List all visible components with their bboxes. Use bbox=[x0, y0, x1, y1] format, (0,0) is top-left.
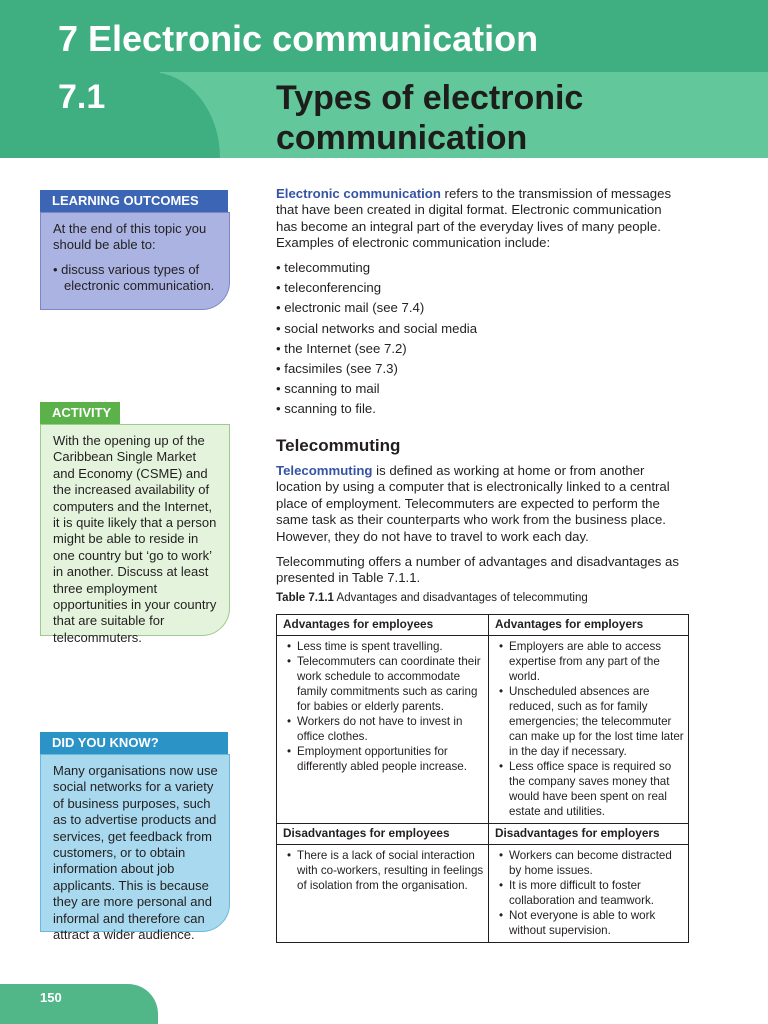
table-cell bbox=[489, 845, 689, 943]
list-item: • social networks and social media bbox=[276, 320, 478, 336]
page-number: 150 bbox=[40, 990, 62, 1005]
telecommuting-definition-text: is defined as working at home or from another location by using a computer that is electronically linked to a central place of employment. Telecommuters are expected to perform the same task as their counterparts who work from the business place. However, they do not have to travel to work each day. bbox=[276, 463, 670, 544]
list-item: • electronic mail (see 7.4) bbox=[276, 300, 425, 316]
table-header: Disadvantages for employers bbox=[489, 824, 689, 845]
intro-paragraph bbox=[276, 186, 686, 252]
list-item: • telecommuting bbox=[276, 260, 371, 275]
table-cell bbox=[277, 845, 489, 943]
intro-keyword: Electronic communication bbox=[276, 186, 441, 201]
examples-list bbox=[276, 258, 686, 420]
table-caption-text: Advantages and disadvantages of telecommuting bbox=[333, 592, 588, 604]
footer-tab bbox=[0, 984, 158, 1024]
list-item: • scanning to mail bbox=[276, 381, 380, 397]
learning-outcomes-intro: At the end of this topic you should be able to: bbox=[53, 221, 207, 253]
telecommuting-table bbox=[276, 614, 689, 943]
list-item: • Telecommuters can coordinate their work schedule to accommodate family commitments such as caring for babies or elderly parents. bbox=[287, 654, 484, 714]
learning-outcomes-label: LEARNING OUTCOMES bbox=[40, 190, 228, 212]
learning-outcomes-box bbox=[40, 212, 230, 310]
list-item: • It is more difficult to foster collaboration and teamwork. bbox=[499, 878, 684, 908]
list-item: • teleconferencing bbox=[276, 280, 382, 296]
table-header: Disadvantages for employees bbox=[277, 824, 489, 845]
list-item: • Less office space is required so the company saves money that would have been spent on real estate and utilities. bbox=[499, 759, 684, 819]
activity-label: ACTIVITY bbox=[40, 402, 120, 424]
table-cell bbox=[489, 636, 689, 824]
list-item: • facsimiles (see 7.3) bbox=[276, 360, 398, 376]
list-item: • Workers can become distracted by home issues. bbox=[499, 848, 684, 878]
section-title: Types of electronic communication bbox=[276, 79, 584, 157]
did-you-know-box bbox=[40, 754, 230, 943]
did-you-know-text: Many organisations now use social networks for a variety of business purposes, such as to advertise products and services, get feedback from customers, or to obtain information about job applicants. This is because they are more personal and informal and therefore can attract a wider audience. bbox=[53, 763, 218, 943]
table-header: Advantages for employees bbox=[277, 615, 489, 636]
intro-text: refers to the transmission of messages that have been created in digital format. Electronic communication has become an integral part of the everyday lives of many people. Examples of electronic communication include: bbox=[276, 186, 672, 251]
table-caption bbox=[276, 592, 588, 604]
activity-box bbox=[40, 424, 230, 645]
telecommuting-keyword: Telecommuting bbox=[276, 463, 373, 478]
list-item: • Unscheduled absences are reduced, such as for family emergencies; the telecommuter can make up for the lost time later in the day if necessary. bbox=[499, 684, 684, 759]
list-item: • Not everyone is able to work without supervision. bbox=[499, 908, 684, 938]
list-item: • scanning to file. bbox=[276, 401, 376, 417]
section-number: 7.1 bbox=[58, 78, 106, 116]
learning-outcome-item: • discuss various types of electronic communication. bbox=[53, 261, 215, 294]
table-caption-label: Table 7.1.1 bbox=[276, 592, 334, 604]
telecommuting-para2: Telecommuting offers a number of advantages and disadvantages as presented in Table 7.1.1. bbox=[276, 554, 679, 586]
list-item: • Employment opportunities for differently abled people increase. bbox=[287, 744, 484, 774]
table-header: Advantages for employers bbox=[489, 615, 689, 636]
telecommuting-heading: Telecommuting bbox=[276, 436, 401, 455]
list-item: • the Internet (see 7.2) bbox=[276, 340, 407, 356]
did-you-know-label: DID YOU KNOW? bbox=[40, 732, 228, 754]
activity-text: With the opening up of the Caribbean Single Market and Economy (CSME) and the increased availability of computers and the Internet, it is quite likely that a person might be able to reside in one country but ‘go to work’ in another. Discuss at least three employment opportunities in your country that are suitable for telecommuters. bbox=[53, 433, 217, 645]
list-item: • Less time is spent travelling. bbox=[287, 639, 484, 654]
list-item: • Employers are able to access expertise from any part of the world. bbox=[499, 639, 684, 684]
table-cell bbox=[277, 636, 489, 824]
telecommuting-definition bbox=[276, 463, 686, 545]
chapter-title: 7 Electronic communication bbox=[58, 18, 539, 59]
list-item: • There is a lack of social interaction with co-workers, resulting in feelings of isolation from the organisation. bbox=[287, 848, 484, 893]
list-item: • Workers do not have to invest in office clothes. bbox=[287, 714, 484, 744]
